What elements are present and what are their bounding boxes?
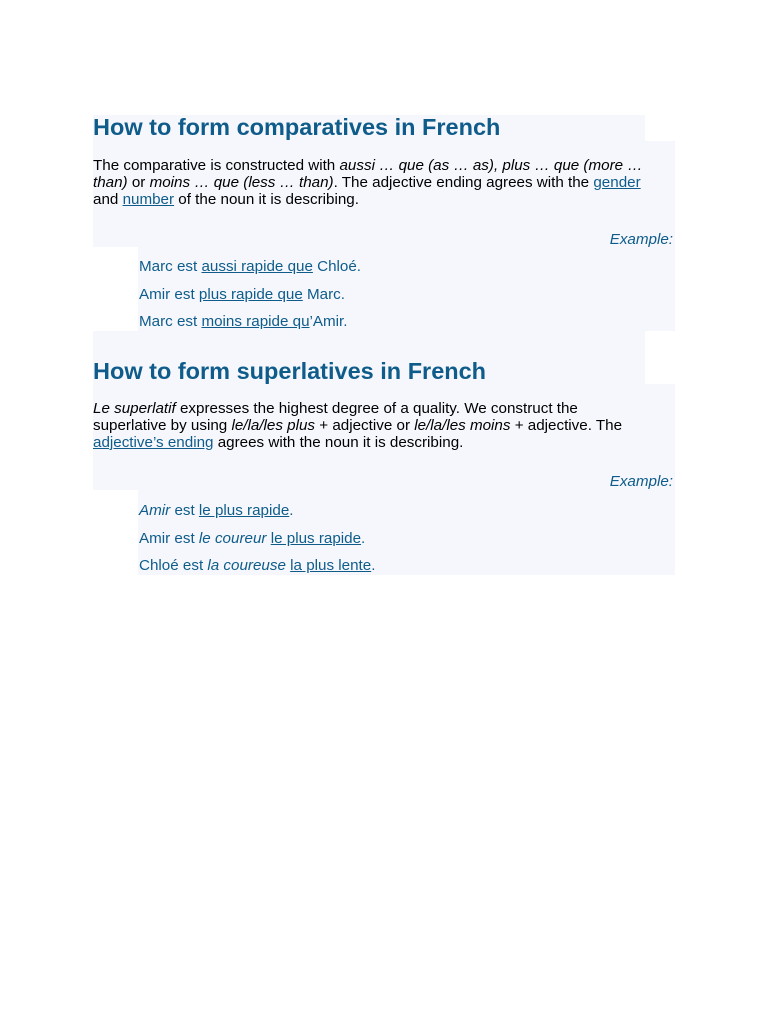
italic-text: la coureuse (207, 557, 286, 574)
italic-text: moins … que (less … than) (149, 174, 334, 191)
example-sentence (139, 557, 375, 574)
example-sentence (139, 530, 365, 547)
text: . (371, 557, 376, 574)
example-link[interactable]: le plus rapide (270, 530, 362, 547)
text: ’Amir. (309, 313, 348, 330)
text: Marc est (139, 258, 202, 275)
italic-text: Amir (139, 502, 171, 519)
example-label: Example: (609, 473, 673, 490)
example-label: Example: (609, 231, 673, 248)
text: Amir est (139, 530, 199, 547)
text: . (361, 530, 366, 547)
text: The comparative is constructed with (93, 157, 340, 174)
text: or (127, 174, 150, 191)
example-link[interactable]: moins rapide qu (201, 313, 310, 330)
example-sentence (139, 313, 348, 330)
text: Amir est (139, 286, 199, 303)
italic-text: le coureur (198, 530, 267, 547)
example-link[interactable]: plus rapide que (198, 286, 303, 303)
example-link[interactable]: la plus lente (290, 557, 372, 574)
italic-text: le/la/les plus (231, 417, 316, 434)
text: Chloé. (312, 258, 362, 275)
text: . (289, 502, 294, 519)
text: Marc. (302, 286, 345, 303)
superlatives-section (93, 357, 675, 577)
text: of the noun it is describing. (174, 191, 359, 208)
text: Chloé est (139, 557, 208, 574)
number-link[interactable]: number (122, 191, 175, 208)
text: est (170, 502, 199, 519)
text: expresses the highest degree of a quality. We construct the superlative by using (93, 400, 578, 434)
italic-text: aussi … que (as … as), plus … que (more … than) (93, 157, 643, 191)
superlatives-heading: How to form superlatives in French (93, 358, 487, 384)
gender-link[interactable]: gender (593, 174, 641, 191)
example-link[interactable]: aussi rapide que (201, 258, 313, 275)
text: and (93, 191, 123, 208)
text: + adjective or (315, 417, 415, 434)
text: + adjective. The (510, 417, 623, 434)
example-link[interactable]: le plus rapide (198, 502, 290, 519)
example-sentence (139, 502, 294, 519)
example-sentence (139, 286, 345, 303)
comparatives-section (93, 113, 675, 333)
text: . The adjective ending agrees with the (333, 174, 594, 191)
superlatives-paragraph (93, 400, 633, 451)
text: agrees with the noun it is describing. (213, 434, 464, 451)
italic-text: Le superlatif (93, 400, 176, 417)
comparatives-heading: How to form comparatives in French (93, 114, 501, 140)
text: Marc est (139, 313, 202, 330)
example-sentence (139, 258, 361, 275)
comparatives-paragraph (93, 157, 665, 208)
adjective-ending-link[interactable]: adjective’s ending (93, 434, 214, 451)
italic-text: le/la/les moins (414, 417, 511, 434)
